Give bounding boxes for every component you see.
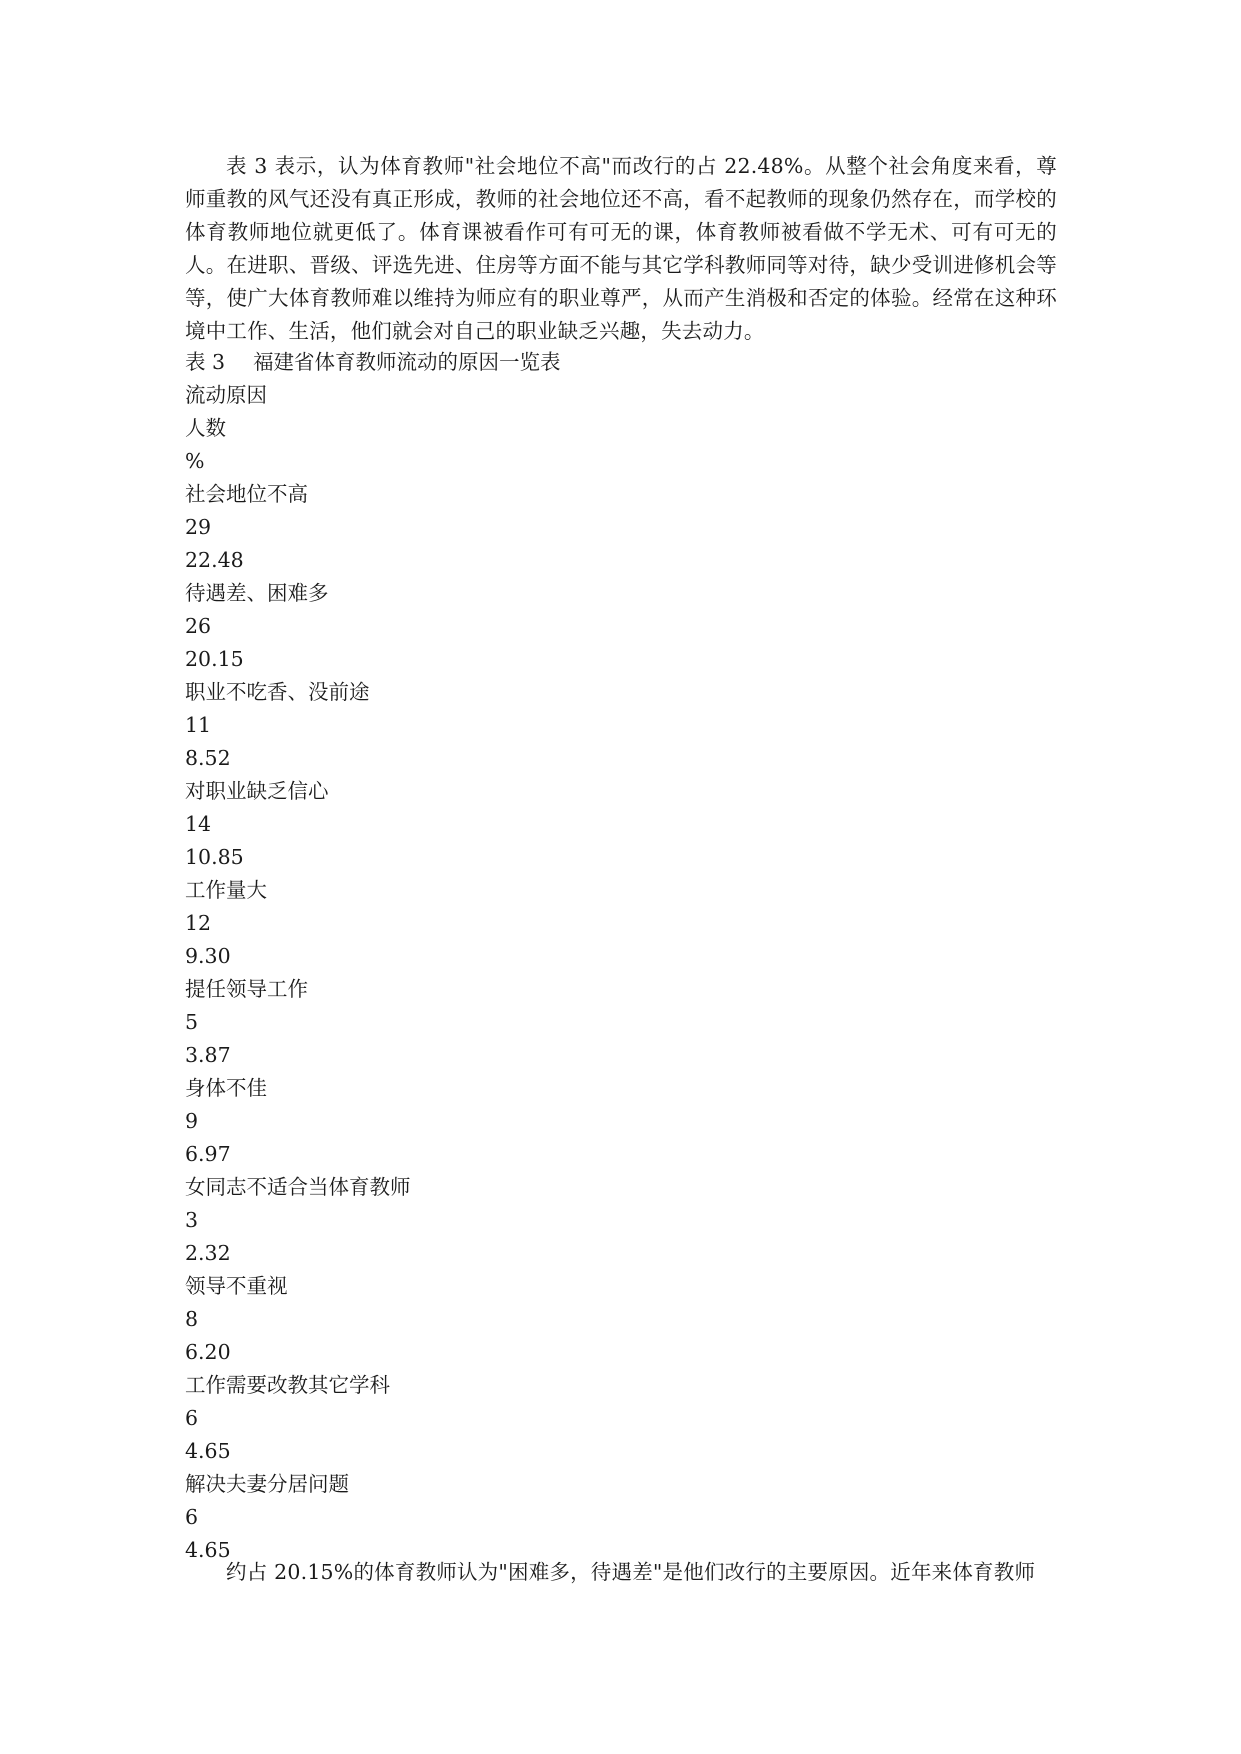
table-title	[185, 346, 1057, 379]
table-cell-reason: 解决夫妻分居问题	[185, 1472, 349, 1496]
table-cell-percent: 22.48	[185, 548, 244, 572]
table-cell-reason: 待遇差、困难多	[185, 581, 329, 605]
table-cell-percent: 6.97	[185, 1142, 231, 1166]
table-cell-count: 26	[185, 614, 212, 638]
table-title-text: 福建省体育教师流动的原因一览表	[253, 350, 561, 374]
table-cell-count: 12	[185, 911, 212, 935]
table-cell-count: 9	[185, 1109, 199, 1133]
table-cell-percent: 8.52	[185, 746, 231, 770]
table-cell-reason: 女同志不适合当体育教师	[185, 1175, 411, 1199]
table-cell-count: 3	[185, 1208, 199, 1232]
table-cell-reason: 身体不佳	[185, 1076, 267, 1100]
table-cell-percent: 4.65	[185, 1439, 231, 1463]
closing-paragraph: 约占 20.15%的体育教师认为"困难多，待遇差"是他们改行的主要原因。近年来体育教师	[226, 1560, 1036, 1584]
table-cell-count: 29	[185, 515, 212, 539]
table-cell-percent: 10.85	[185, 845, 244, 869]
table-cell-reason: 对职业缺乏信心	[185, 779, 329, 803]
table-cell-count: 6	[185, 1406, 199, 1430]
table-header-reason: 流动原因	[185, 383, 267, 407]
table-cell-percent: 9.30	[185, 944, 231, 968]
table-label: 表 3	[185, 350, 226, 374]
table-cell-percent: 2.32	[185, 1241, 231, 1265]
table-cell-count: 14	[185, 812, 212, 836]
table-cell-reason: 提任领导工作	[185, 977, 308, 1001]
data-table	[185, 379, 1057, 1567]
table-cell-percent: 6.20	[185, 1340, 231, 1364]
table-cell-reason: 职业不吃香、没前途	[185, 680, 370, 704]
table-cell-count: 6	[185, 1505, 199, 1529]
table-cell-percent: 20.15	[185, 647, 244, 671]
intro-paragraph: 表 3 表示，认为体育教师"社会地位不高"而改行的占 22.48%。从整个社会角度来看，尊师重教的风气还没有真正形成，教师的社会地位还不高，看不起教师的现象仍然存在，而学校的体育教师地位就更低了。体育课被看作可有可无的课，体育教师被看做不学无术、可有可无的人。在进职、晋级、评选先进、住房等方面不能与其它学科教师同等对待，缺少受训进修机会等等，使广大体育教师难以维持为师应有的职业尊严，从而产生消极和否定的体验。经常在这种环境中工作、生活，他们就会对自己的职业缺乏兴趣，失去动力。	[185, 154, 1057, 343]
table-cell-count: 5	[185, 1010, 199, 1034]
table-header-count: 人数	[185, 416, 226, 440]
table-cell-count: 8	[185, 1307, 199, 1331]
table-cell-percent: 4.65	[185, 1538, 231, 1562]
table-cell-percent: 3.87	[185, 1043, 231, 1067]
table-cell-reason: 领导不重视	[185, 1274, 288, 1298]
table-cell-reason: 社会地位不高	[185, 482, 308, 506]
table-header-percent: %	[185, 449, 205, 473]
table-cell-count: 11	[185, 713, 212, 737]
table-cell-reason: 工作需要改教其它学科	[185, 1373, 390, 1397]
table-cell-reason: 工作量大	[185, 878, 267, 902]
